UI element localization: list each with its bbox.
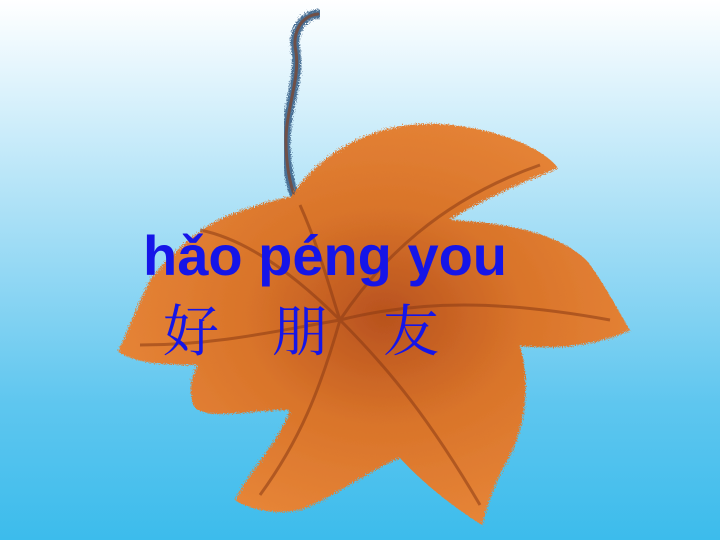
hanzi-peng: 朋 <box>272 300 328 365</box>
hanzi-hao: 好 <box>163 300 219 365</box>
hanzi-you: 友 <box>383 300 439 365</box>
pinyin-text: hǎo péng you <box>143 224 507 287</box>
